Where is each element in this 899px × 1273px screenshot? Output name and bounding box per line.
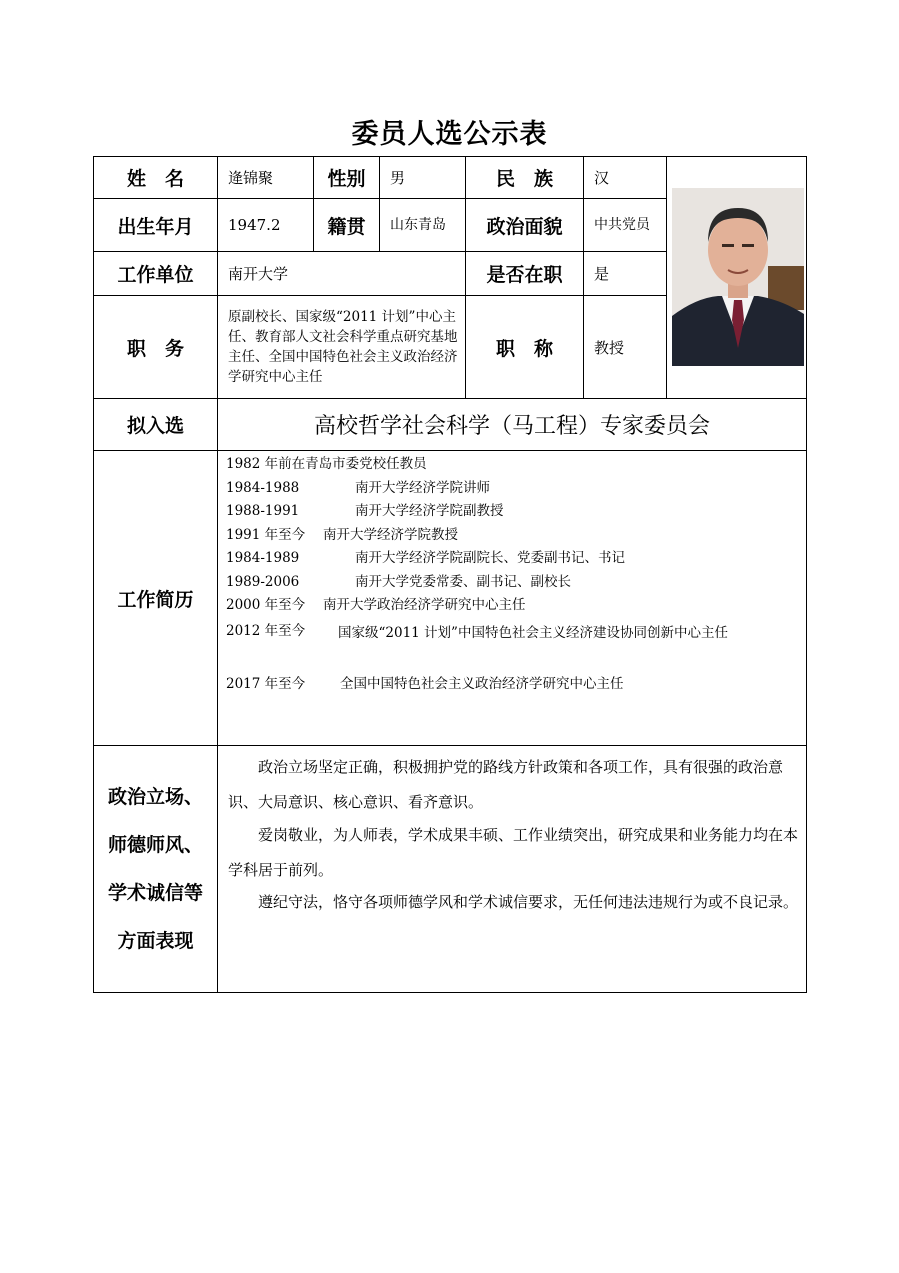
resume-item xyxy=(226,525,458,545)
position-label: 职 务 xyxy=(126,337,184,360)
resume-period: 1984-1989 xyxy=(226,550,300,566)
conduct-paragraph: 遵纪守法，恪守各项师德学风和学术诚信要求，无任何违法违规行为或不良记录。 xyxy=(258,893,799,911)
name-value: 逄锦聚 xyxy=(228,169,274,187)
resume-desc: 南开大学经济学院教授 xyxy=(323,527,458,543)
gender-label: 性别 xyxy=(327,168,366,190)
resume-label: 工作简历 xyxy=(117,588,194,611)
resume-item xyxy=(226,621,798,645)
resume-period: 1984-1988 xyxy=(226,480,300,496)
resume-desc: 国家级“2011 计划”中国特色社会主义经济建设协同创新中心主任 xyxy=(338,625,728,641)
candidate-photo xyxy=(672,188,804,366)
conduct-label-line: 政治立场、 xyxy=(107,786,203,808)
ethnicity-label: 民 族 xyxy=(495,168,553,190)
resume-period: 1982 年前在青岛市委党校任教员 xyxy=(226,456,427,472)
page-title: 委员人选公示表 xyxy=(351,119,548,150)
workplace-value: 南开大学 xyxy=(228,265,289,283)
resume-period: 2000 年至今 xyxy=(226,597,306,613)
resume-desc: 南开大学政治经济学研究中心主任 xyxy=(323,597,526,613)
native-label: 籍贯 xyxy=(327,215,366,238)
birth-label: 出生年月 xyxy=(117,215,194,238)
resume-item xyxy=(226,572,571,592)
proposed-label: 拟入选 xyxy=(126,415,184,437)
birth-value: 1947.2 xyxy=(228,216,281,234)
rank-label: 职 称 xyxy=(495,337,553,360)
resume-item xyxy=(226,548,625,568)
resume-period: 1988-1991 xyxy=(226,503,300,519)
resume-period: 1989-2006 xyxy=(226,574,300,590)
resume-desc: 全国中国特色社会主义政治经济学研究中心主任 xyxy=(340,676,624,692)
name-label: 姓 名 xyxy=(126,168,184,190)
conduct-paragraph: 爱岗敬业，为人师表，学术成果丰硕、工作业绩突出，研究成果和业务能力均在本学科居于前列。 xyxy=(228,826,799,879)
resume-item xyxy=(226,454,427,474)
resume-item xyxy=(226,674,624,694)
proposed-value: 高校哲学社会科学（马工程）专家委员会 xyxy=(313,414,710,439)
gender-value: 男 xyxy=(390,169,406,187)
resume-item xyxy=(226,478,490,498)
rank-value: 教授 xyxy=(594,338,625,357)
conduct-label-line: 方面表现 xyxy=(117,930,194,952)
resume-desc: 南开大学经济学院副教授 xyxy=(355,503,504,519)
conduct-paragraph: 政治立场坚定正确，积极拥护党的路线方针政策和各项工作，具有很强的政治意识、大局意识、核心意识、看齐意识。 xyxy=(228,758,784,811)
resume-item xyxy=(226,595,526,615)
position-value: 原副校长、国家级“2011 计划”中心主任、教育部人文社会科学重点研究基地主任、全国中国特色社会主义政治经济学研究中心主任 xyxy=(228,309,458,385)
native-value: 山东青岛 xyxy=(390,217,446,233)
resume-desc: 南开大学经济学院副院长、党委副书记、书记 xyxy=(355,550,625,566)
conduct-label-line: 学术诚信等 xyxy=(107,882,203,904)
resume-desc: 南开大学经济学院讲师 xyxy=(355,480,490,496)
on-duty-value: 是 xyxy=(594,265,610,283)
resume-period: 1991 年至今 xyxy=(226,527,306,543)
workplace-label: 工作单位 xyxy=(117,264,194,286)
political-label: 政治面貌 xyxy=(486,215,563,238)
resume-desc: 南开大学党委常委、副书记、副校长 xyxy=(355,574,571,590)
conduct-label xyxy=(94,746,217,992)
conduct-label-line: 师德师风、 xyxy=(107,834,203,856)
ethnicity-value: 汉 xyxy=(594,169,610,187)
on-duty-label: 是否在职 xyxy=(486,264,563,286)
resume-period: 2012 年至今 xyxy=(226,623,306,639)
political-value: 中共党员 xyxy=(594,217,650,233)
resume-period: 2017 年至今 xyxy=(226,676,306,692)
resume-item xyxy=(226,501,504,521)
